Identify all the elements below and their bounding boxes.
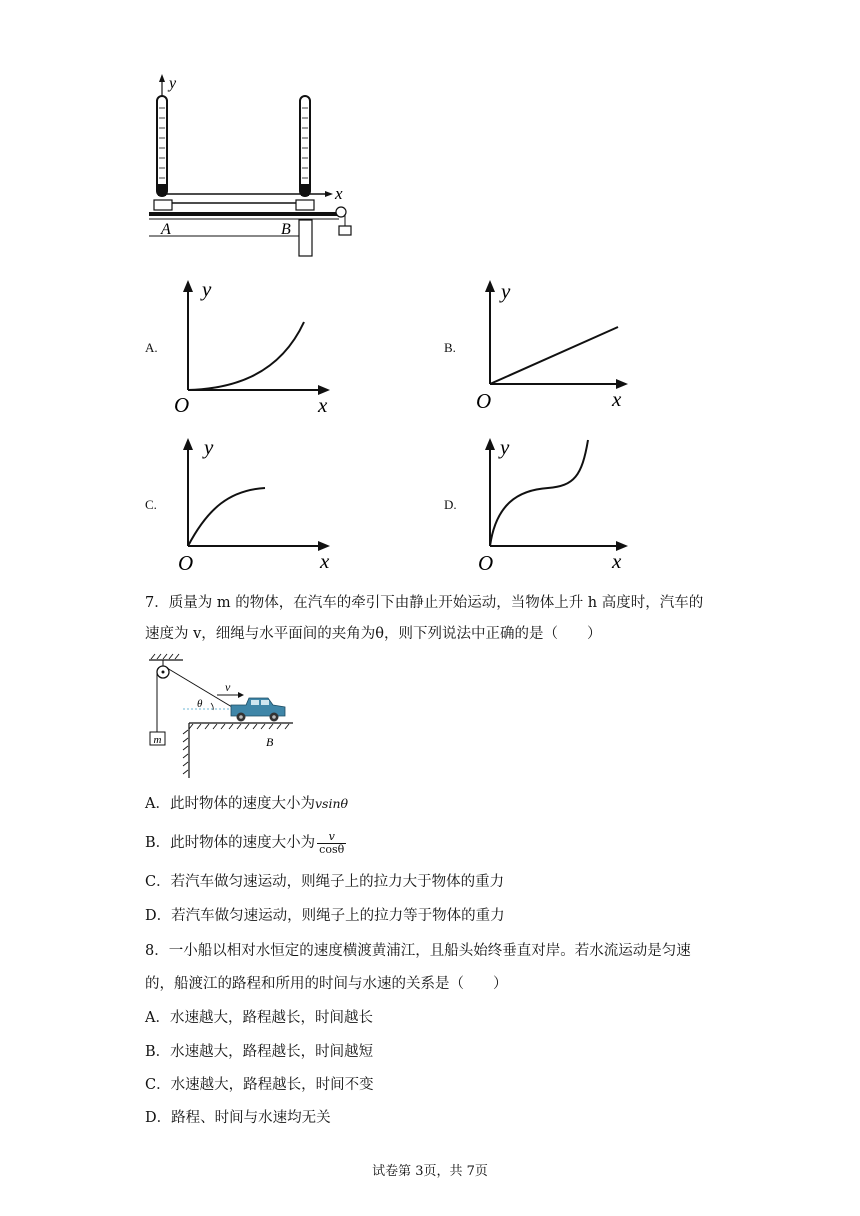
- q8-stem-line1: 8．一小船以相对水恒定的速度横渡黄浦江，且船头始终垂直对岸。若水流运动是匀速: [145, 943, 691, 959]
- q7-option-b-numerator: v: [317, 831, 346, 844]
- page-footer: 试卷第 3页，共 7页: [372, 1164, 488, 1179]
- q7-option-b-fraction: [317, 831, 346, 856]
- q7-figure: [145, 652, 305, 782]
- q6-option-a-label: A.: [145, 340, 158, 355]
- q6-option-a-graph: [168, 272, 338, 417]
- q6-option-d-graph: [470, 430, 640, 575]
- q7-velocity-label: v: [225, 680, 231, 694]
- q7-mass-label: m: [153, 734, 162, 746]
- q7-point-b-label: B: [266, 735, 274, 749]
- apparatus-figure: [145, 72, 365, 262]
- q7-option-b-denominator: cosθ: [319, 842, 345, 856]
- graph-a-x: x: [318, 393, 328, 417]
- graph-c-y: y: [204, 435, 214, 459]
- label-a: A: [161, 221, 171, 238]
- graph-c-x: x: [320, 549, 330, 573]
- graph-d-origin: O: [478, 551, 494, 575]
- graph-b-origin: O: [476, 389, 492, 413]
- q8-option-d: D．路程、时间与水速均无关: [145, 1110, 331, 1126]
- q7-option-a-expr: vsinθ: [314, 796, 349, 811]
- q6-option-b-label: B.: [444, 340, 456, 355]
- q8-stem-line2: 的，船渡江的路程和所用的时间与水速的关系是（ ）: [145, 976, 508, 992]
- graph-c-origin: O: [178, 551, 194, 575]
- q8-option-b: B．水速越大，路程越长，时间越短: [145, 1044, 374, 1060]
- graph-a-origin: O: [174, 393, 190, 417]
- graph-b-x: x: [612, 387, 622, 411]
- q6-option-c-label: C.: [145, 497, 157, 512]
- q7-option-b-text: B．此时物体的速度大小为: [145, 835, 316, 851]
- q8-option-a: A．水速越大，路程越长，时间越长: [145, 1010, 373, 1026]
- apparatus-y-label: y: [169, 75, 177, 92]
- q7-option-b: [145, 828, 346, 858]
- q7-stem-line1: 7．质量为 m 的物体，在汽车的牵引下由静止开始运动，当物体上升 h 高度时，汽车的: [145, 595, 704, 611]
- q8-option-c: C．水速越大，路程越长，时间不变: [145, 1077, 374, 1093]
- graph-b-y: y: [501, 279, 511, 303]
- q6-option-c-graph: [168, 430, 338, 575]
- q7-option-c: C．若汽车做匀速运动，则绳子上的拉力大于物体的重力: [145, 874, 505, 890]
- label-b: B: [281, 221, 291, 238]
- graph-d-x: x: [612, 549, 622, 573]
- q6-option-b-graph: [470, 272, 640, 417]
- q7-angle-label: θ: [197, 698, 203, 710]
- car-icon: [231, 698, 285, 722]
- q7-stem-line2: 速度为 v，细绳与水平面间的夹角为θ，则下列说法中正确的是（ ）: [145, 626, 602, 642]
- q7-option-d: D．若汽车做匀速运动，则绳子上的拉力等于物体的重力: [145, 908, 505, 924]
- q7-option-a: [145, 794, 348, 814]
- apparatus-x-label: x: [335, 184, 343, 203]
- q6-option-d-label: D.: [444, 497, 457, 512]
- graph-a-y: y: [202, 277, 212, 301]
- graph-d-y: y: [500, 435, 510, 459]
- q7-option-a-text: A．此时物体的速度大小为: [145, 796, 315, 812]
